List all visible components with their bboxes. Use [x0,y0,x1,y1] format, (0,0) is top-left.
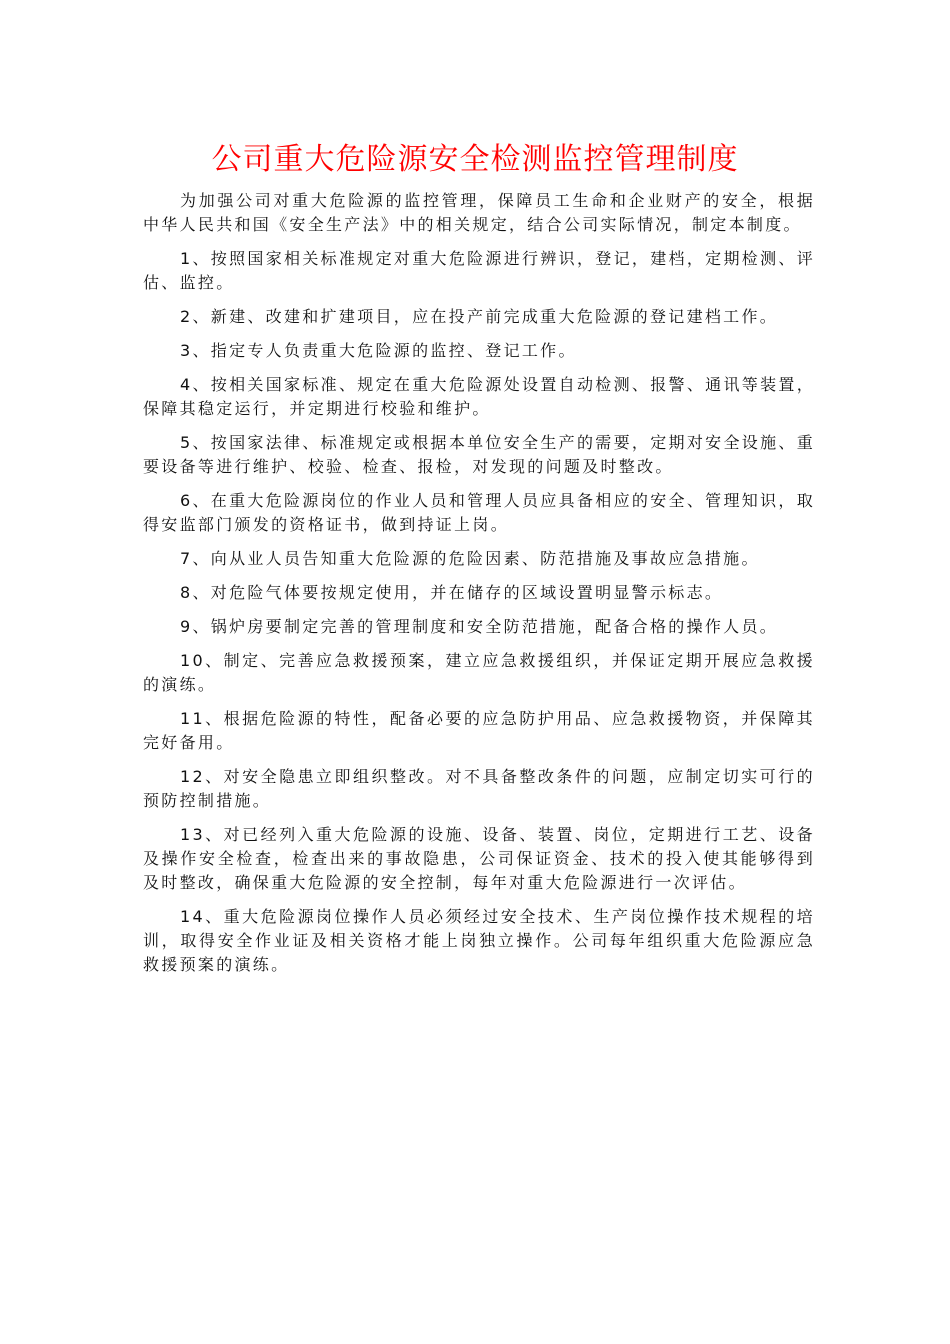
document-body [143,189,815,987]
document-title: 公司重大危险源安全检测监控管理制度 [211,142,739,177]
clause-2: 2、新建、改建和扩建项目，应在投产前完成重大危险源的登记建档工作。 [180,307,779,326]
clause-10: 10、制定、完善应急救援预案，建立应急救援组织，并保证定期开展应急救援的演练。 [143,651,815,694]
clause-13: 13、对已经列入重大危险源的设施、设备、装置、岗位，定期进行工艺、设备及操作安全检查，检查出来的事故隐患，公司保证资金、技术的投入使其能够得到及时整改，确保重大危险源的安全控制，每年对重大危险源进行一次评估。 [143,825,815,892]
clause-6: 6、在重大危险源岗位的作业人员和管理人员应具备相应的安全、管理知识，取得安监部门颁发的资格证书，做到持证上岗。 [143,491,815,534]
clause-1: 1、按照国家相关标准规定对重大危险源进行辨识，登记，建档，定期检测、评估、监控。 [143,249,815,292]
clause-5: 5、按国家法律、标准规定或根据本单位安全生产的需要，定期对安全设施、重要设备等进行维护、校验、检查、报检，对发现的问题及时整改。 [143,433,815,476]
clause-4: 4、按相关国家标准、规定在重大危险源处设置自动检测、报警、通讯等装置，保障其稳定运行，并定期进行校验和维护。 [143,375,815,418]
clause-3: 3、指定专人负责重大危险源的监控、登记工作。 [180,341,577,360]
clause-14: 14、重大危险源岗位操作人员必须经过安全技术、生产岗位操作技术规程的培训，取得安全作业证及相关资格才能上岗独立操作。公司每年组织重大危险源应急救援预案的演练。 [143,907,815,974]
intro-paragraph: 为加强公司对重大危险源的监控管理，保障员工生命和企业财产的安全，根据中华人民共和国《安全生产法》中的相关规定，结合公司实际情况，制定本制度。 [143,191,815,234]
clause-7: 7、向从业人员告知重大危险源的危险因素、防范措施及事故应急措施。 [180,549,760,568]
clause-9: 9、锅炉房要制定完善的管理制度和安全防范措施，配备合格的操作人员。 [180,617,779,636]
clause-12: 12、对安全隐患立即组织整改。对不具备整改条件的问题，应制定切实可行的预防控制措施。 [143,767,815,810]
clause-11: 11、根据危险源的特性，配备必要的应急防护用品、应急救援物资，并保障其完好备用。 [143,709,815,752]
clause-8: 8、对危险气体要按规定使用，并在储存的区域设置明显警示标志。 [180,583,724,602]
